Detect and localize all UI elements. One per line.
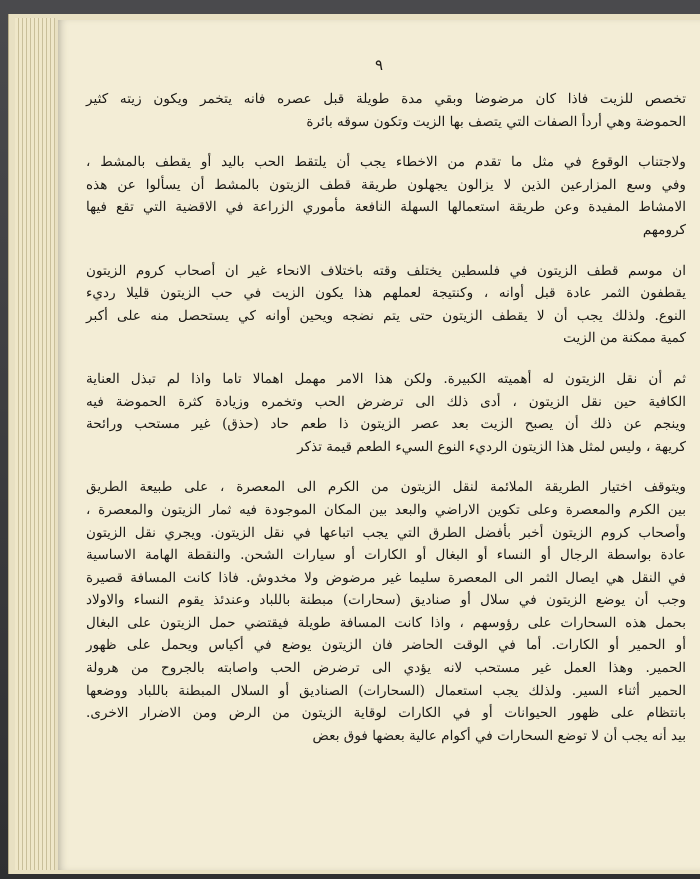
text-line: كريهة ، وليس لمثل هذا الزيتون الرديء النوع السيء الطعم قيمة تذكر — [297, 438, 686, 455]
text-line: ان موسم قطف الزيتون في فلسطين يختلف وقته باختلاف الانحاء غير ان أصحاب كروم الزيتون — [86, 262, 686, 279]
text-line: بيد أنه يجب أن لا توضع السحارات في أكوام عالية بعضها فوق بعض — [312, 727, 686, 744]
text-line: وفي وسع المزارعين الذين لا يزالون يجهلون طريقة قطف الزيتون بالمشط أن يسألوا عن هذه — [86, 176, 686, 193]
text-line: بانتظام على ظهور الحيوانات أو في الكارات لوقاية الزيتون من الرض ومن الاضرار الاخرى. — [86, 705, 686, 722]
text-line: أو الحمير أو الكارات. أما في الوقت الحاضر فان الزيتون يوضع في أكياس ويحمل على ظهور — [86, 637, 686, 654]
text-line: الحموضة وهي أردأ الصفات التي يتصف بها الزيت وتكون سوقه بائرة — [306, 113, 686, 130]
text-line: الحمير أثناء السير. ولذلك يجب استعمال (السحارات) الصناديق أو السلال المبطنة باللباد ووضعها — [86, 682, 686, 699]
paragraph-1 — [86, 88, 686, 133]
text-line: ولاجتناب الوقوع في مثل ما تقدم من الاخطاء يجب أن يلتقط الحب باليد أو يقطف بالمشط ، — [86, 154, 686, 171]
text-line: وجب أن يوضع الزيتون في سلال أو صناديق (سحارات) مبطنة باللباد وعندئذ يقوم النساء والاولاد — [86, 592, 686, 609]
text-line: كمية ممكنة من الزيت — [563, 330, 686, 347]
text-line: وينجم عن ذلك أن يصبح الزيت بعد عصر الزيتون ذا طعم حاد (حذق) غير مستحب ورائحة — [86, 416, 686, 433]
page-number: ٩ — [374, 56, 384, 74]
paragraph-5 — [86, 476, 686, 747]
page-text — [86, 88, 686, 765]
text-line: تخصص للزيت فاذا كان مرضوضا وبقي مدة طويلة قبل عصره فانه يتخمر ويكون زيته كثير — [86, 91, 686, 107]
paragraph-2 — [86, 151, 686, 241]
text-line: يقطفون الثمر عادة قبل أوانه ، وكنتيجة لعملهم هذا يكون الزيت في حب الزيتون قليلا رديء — [86, 285, 686, 302]
text-line: عادة بواسطة الرجال أو النساء أو البغال أو الكارات أو سيارات الشحن. والنقطة الهامة الاساسية — [86, 547, 686, 564]
text-line: ويتوقف اختيار الطريقة الملائمة لنقل الزيتون من الكرم الى المعصرة ، على طبيعة الطريق — [86, 479, 686, 496]
text-line: الكافية حين نقل الزيتون ، أدى ذلك الى ترضرض الحب وتخمره وزيادة كثرة الحموضة فيه — [86, 393, 686, 410]
text-line: الامشاط المفيدة وعن طريقة استعمالها السهلة النافعة مأموري الزراعة في الاقضية التي تقع فيها — [86, 199, 686, 216]
book-page — [58, 20, 700, 870]
text-line: في النقل هي ايصال الثمر الى المعصرة سليما غير مرضوض ولا مخدوش. فاذا كانت المسافة قصيرة — [86, 569, 686, 586]
text-line: بحمل هذه السحارات على رؤوسهم ، واذا كانت المسافة طويلة فيقتضي حمل الزيتون على البغال — [86, 614, 686, 631]
text-line: بين الكرم والمعصرة وعلى تكوين الاراضي والبعد بين المكان الموجودة فيه ثمار الزيتون والمعصرة ، — [86, 501, 686, 518]
text-line: كرومهم — [642, 221, 686, 238]
text-line: وأصحاب كروم الزيتون أخبر بأفضل الطرق التي يجب اتباعها في نقل الزيتون. ويجري نقل الزيتون — [86, 524, 686, 541]
paragraph-4 — [86, 368, 686, 458]
text-line: ثم أن نقل الزيتون له أهميته الكبيرة. ولكن هذا الامر مهمل اهمالا تاما واذا لم تبذل العناية — [86, 370, 686, 387]
text-line: الحمير. وهذا العمل غير مستحب لانه يؤدي الى ترضرض الحب واصابته بالجروح من هرولة — [86, 660, 686, 677]
paragraph-3 — [86, 260, 686, 350]
text-line: النوع. ولذلك يجب أن لا يقطف الزيتون حتى يتم نضجه ويحين أوانه كي يستحصل منه على أكبر — [86, 307, 686, 324]
